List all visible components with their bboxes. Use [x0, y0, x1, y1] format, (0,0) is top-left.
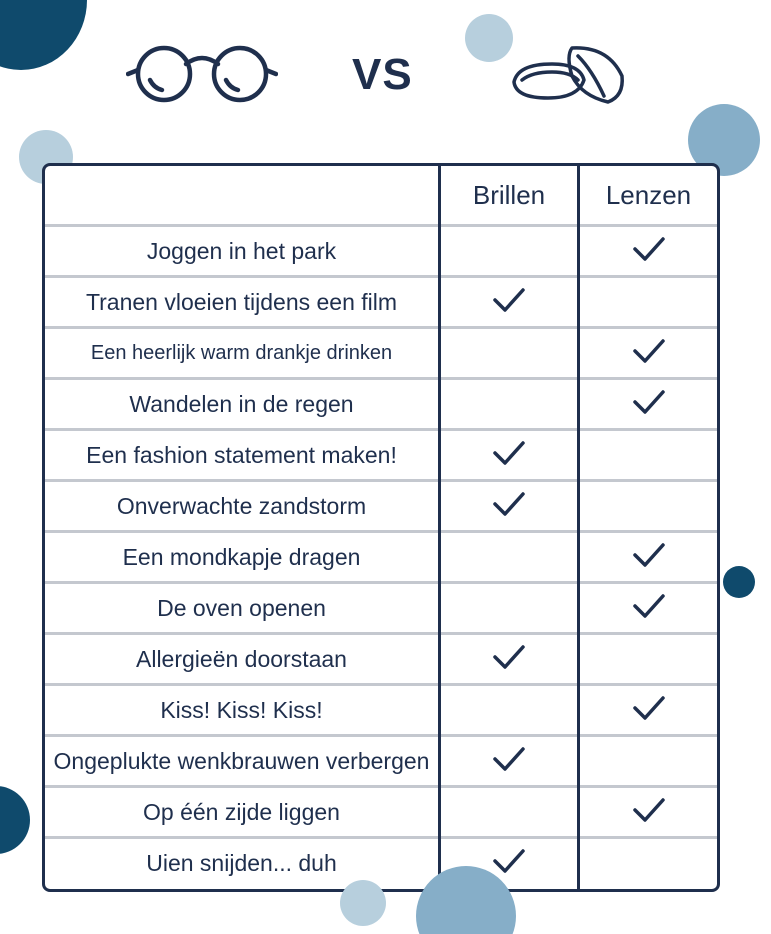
cell-lenzen — [580, 533, 717, 581]
row-label: Een fashion statement maken! — [86, 441, 397, 468]
cell-lenzen — [580, 686, 717, 734]
cell-lenzen — [580, 380, 717, 428]
cell-lenzen — [580, 635, 717, 683]
check-icon — [632, 796, 666, 829]
contact-lens-icon — [508, 40, 626, 106]
row-label: Een heerlijk warm drankje drinken — [90, 341, 393, 364]
header — [0, 0, 771, 130]
row-label: Op één zijde liggen — [143, 798, 340, 825]
comparison-table — [42, 163, 720, 892]
row-label: Tranen vloeien tijdens een film — [85, 288, 398, 315]
table-row — [45, 584, 717, 632]
cell-brillen — [441, 227, 577, 275]
column-header-brillen: Brillen — [472, 179, 546, 210]
cell-brillen — [441, 431, 577, 479]
vs-label: VS — [352, 50, 413, 99]
cell-lenzen — [580, 788, 717, 836]
table-row — [45, 380, 717, 428]
check-icon — [492, 286, 526, 319]
table-row — [45, 431, 717, 479]
check-icon — [632, 388, 666, 421]
cell-brillen — [441, 635, 577, 683]
check-icon — [632, 337, 666, 370]
row-label: De oven openen — [157, 594, 326, 621]
row-label: Een mondkapje dragen — [122, 543, 361, 570]
row-label: Ongeplukte wenkbrauwen verbergen — [53, 747, 430, 774]
check-icon — [492, 643, 526, 676]
cell-lenzen — [580, 737, 717, 785]
table-header-row — [45, 166, 717, 224]
check-icon — [492, 490, 526, 523]
check-icon — [632, 541, 666, 574]
check-icon — [632, 694, 666, 727]
row-label: Onverwachte zandstorm — [116, 492, 367, 519]
cell-brillen — [441, 533, 577, 581]
check-icon — [632, 592, 666, 625]
table-row — [45, 533, 717, 581]
column-divider — [577, 166, 580, 889]
cell-lenzen — [580, 584, 717, 632]
table-row — [45, 788, 717, 836]
cell-lenzen — [580, 839, 717, 887]
check-icon — [632, 235, 666, 268]
cell-brillen — [441, 737, 577, 785]
row-label: Wandelen in de regen — [129, 390, 354, 417]
check-icon — [492, 745, 526, 778]
cell-brillen — [441, 482, 577, 530]
table-row — [45, 329, 717, 377]
row-label: Joggen in het park — [146, 237, 337, 264]
table-row — [45, 482, 717, 530]
row-label: Kiss! Kiss! Kiss! — [160, 696, 323, 723]
decor-circle — [0, 786, 30, 854]
cell-brillen — [441, 584, 577, 632]
column-divider — [438, 166, 441, 889]
check-icon — [492, 847, 526, 880]
cell-lenzen — [580, 431, 717, 479]
glasses-icon — [126, 40, 278, 104]
table-row — [45, 737, 717, 785]
row-label: Allergieën doorstaan — [136, 645, 347, 672]
table-row — [45, 278, 717, 326]
cell-brillen — [441, 380, 577, 428]
table-row — [45, 227, 717, 275]
decor-circle — [340, 880, 386, 926]
cell-lenzen — [580, 278, 717, 326]
cell-brillen — [441, 278, 577, 326]
cell-brillen — [441, 788, 577, 836]
cell-lenzen — [580, 329, 717, 377]
decor-circle — [723, 566, 755, 598]
check-icon — [492, 439, 526, 472]
row-label: Uien snijden... duh — [146, 849, 337, 876]
cell-lenzen — [580, 482, 717, 530]
table-row — [45, 635, 717, 683]
cell-brillen — [441, 686, 577, 734]
table-row — [45, 839, 717, 887]
cell-lenzen — [580, 227, 717, 275]
cell-brillen — [441, 329, 577, 377]
column-header-lenzen: Lenzen — [605, 179, 692, 210]
table-row — [45, 686, 717, 734]
